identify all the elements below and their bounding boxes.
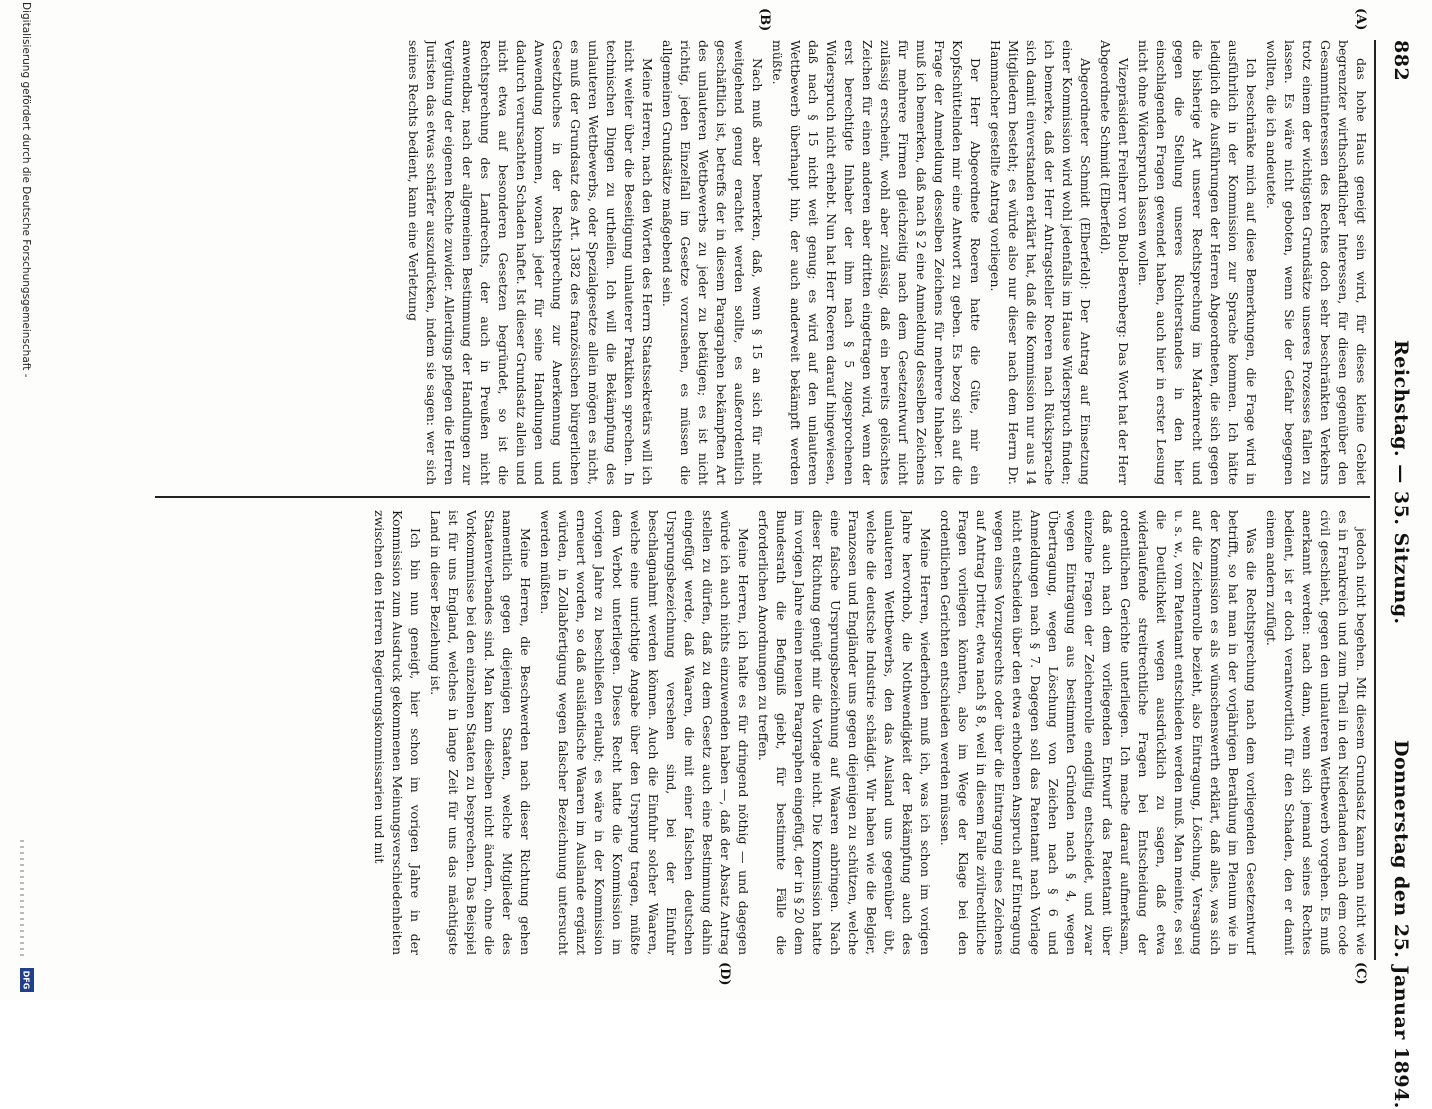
credit-text: Digitalisierung gefördert durch die Deutsche Forschungsgemeinschaft - xyxy=(20,2,32,378)
margin-marker-d: (D) xyxy=(717,962,732,986)
column-divider xyxy=(155,496,1370,498)
left-column xyxy=(160,40,1370,485)
session-date: Donnerstag den 25. Januar 1894. xyxy=(1390,740,1412,1109)
paragraph: Meine Herren, ich halte es für dringend nöthig — und dagegen würde ich auch nichts einzuwenden haben —, daß der Absatz Antrag stellen zu dürfen, daß zu dem Gesetz auch eine Bestimmung dahin eingefügt werde, daß Waaren, die mit einer falschen deutschen Ursprungsbezeichnung versehen sind, bei der Einfuhr beschlagnahmt werden können. Auch die Einfuhr solcher Waaren, welche eine unrichtige Angabe über den Ursprung tragen, müßte dem Verbot unterliegen. Dieses Recht hatte die Kommission im vorigen Jahre zu beschließen erlaubt; es wäre in der Kommission erneuert worden, so daß ausländische Waaren im Auslande ergänzt würden, in Zollabfertigung wegen falscher Bezeichnung untersucht werden müßten. xyxy=(538,510,751,955)
paragraph: Der Herr Abgeordnete Roeren hatte die Güte, mir ein Kopfschüttelnden mir eine Antwort zu geben. Es bezog sich auf die Frage der Anmeldung desselben Zeichens für mehrere Inhaber. Ich muß ich bemerken, daß nach § 2 eine Anmeldung desselben Zeichens für mehrere Firmen gleichzeitig nach dem Gesetzentwurf nicht zulässig erscheint, wohl aber zulässig, daß ein bereits gelöschtes Zeichen für einen anderen aber dritten eingetragen wird, wenn der erst berechtigte Inhaber der ihm nach § 5 zugesprochenen Widerspruch nicht erhebt. Nun hat Herr Roeren darauf hingewiesen, daß nach § 15 nicht weit genug; es wird auf den unlauteren Wettbewerb überhaupt hin, der auch anderweit bekämpft werden müßte. xyxy=(770,40,983,485)
right-column xyxy=(160,510,1370,955)
scan-speckle xyxy=(20,840,24,960)
paragraph: Meine Herren, nach den Worten des Herrn Staatssekretärs will ich nicht weiter über die Beseitigung unlauterer Praktiken sprechen. In technischen Dingen zu urtheilen. Ich will die Bekämpfung des unlauteren Wettbewerbs, oder Spezialgesetze allein mögen es nicht, es muß der Grundsatz des Art. 1382 des französischen bürgerlichen Gesetzbuches in der Rechtsprechung zur Anerkennung und Anwendung kommen, wonach jeder für seine Handlungen und dadurch verursachten Schaden haftet. Ist dieser Grundsatz allein und nicht etwa auf besonderen Gesetzen begründet, so ist die Rechtsprechung des Landrechts, der auch in Preußen nicht anwendbar, nach der allgemeinen Bestimmung der Handlungen zur Vergütung der eigenen Rechte zuwider. Allerdings pflegen die Herren Juristen das etwas schärfer auszudrücken, indem sie sagen: wer sich seines Rechts bedient, kann eine Verletzung xyxy=(406,40,655,485)
paragraph: Ich beschränke mich auf diese Bemerkungen, die Frage wird in ausführlich in der Kommission zur Sprache kommen. Ich hätte lediglich die Ausführungen der Herren Abgeordneten, die sich gegen die bisherige Art unserer Rechtsprechung im Markenrecht und gegen die Stellung unseres Richterstandes in den hier einschlagenden Fragen gewendet haben, auch hier in erster Lesung nicht ohne Widerspruch lassen wollen. xyxy=(1136,40,1259,485)
paragraph: Vizepräsident Freiherr von Buol-Berenberg: Das Wort hat der Herr Abgeordnete Schmidt (Elberfeld). xyxy=(1098,40,1131,485)
page-header xyxy=(1378,40,1418,1109)
header-rule xyxy=(1375,40,1377,960)
paragraph: Meine Herren, die Beschwerden nach dieser Richtung gehen namentlich gegen diejenigen Staaten, welche Mitglieder des Staatenverbandes sind. Man kann dieselben nicht ändern, ohne die Vorkommnisse bei den einzelnen Staaten zu besprechen. Das Beispiel ist für uns England, welches in lange Zeit für uns das mächtigste Land in dieser Beziehung ist. xyxy=(428,510,533,955)
paragraph: jedoch nicht begehen. Mit diesem Grundsatz kann man nicht wie es in Frankreich und zum Theil in den Niederlanden nach dem code civil geschieht, gegen den unlauteren Wettbewerb vorgehen. Es muß anerkannt werden: nach dann, wenn sich jemand seines Rechtes bedient, ist er doch verantwortlich für den Schaden, den er damit einem andern zufügt. xyxy=(1264,510,1369,955)
margin-marker-a: (A) xyxy=(1353,8,1368,31)
paragraph: Abgeordneter Schmidt (Elberfeld): Der Antrag auf Einsetzung einer Kommission wird wohl jedenfalls im Hause Widerspruch finden; ich bemerke, daß der Herr Antragsteller Roeren nach Rücksprache sich damit einverstanden erklärt hat, daß die Kommission nur aus 14 Mitgliedern besteht; es würde also nur dieser nach dem Herrn Dr. Hammacher gestellte Antrag vorliegen. xyxy=(988,40,1093,485)
paragraph: Ich bin nun geneigt, hier schon im vorigen Jahre in der Kommission zum Ausdruck gekommenen Meinungsverschiedenheiten zwischen den Herren Regierungskommissarien und mit xyxy=(372,510,423,955)
margin-marker-b: (B) xyxy=(757,8,772,32)
digitization-credit xyxy=(20,2,32,378)
session-title: Reichstag. — 35. Sitzung. xyxy=(1390,340,1412,625)
page-number: 882 xyxy=(1390,40,1412,82)
paragraph: Meine Herren, wiederholen muß ich, was ich schon im vorigen Jahre hervorhob, die Nothwendigkeit der Bekämpfung auch des unlauteren Wettbewerbs, den das Ausland uns gegenüber übt, welche die deutsche Industrie schädigt. Wir haben wie die Belgier, Franzosen und Engländer uns gegen diejenigen zu schützen, welche eine falsche Ursprungsbezeichnung auf Waaren anbringen. Nach dieser Richtung genügt mir die Vorlage nicht. Die Kommission hatte im vorigen Jahre einen neuen Paragraphen eingefügt, der in § 20 dem Bundesrath die Befugniß giebt, für bestimmte Fälle die erforderlichen Anordnungen zu treffen. xyxy=(756,510,933,955)
dfg-logo-label: DFG xyxy=(21,970,31,990)
paragraph: Nach muß aber bemerken, daß, wenn § 15 an sich für nicht weitgehend genug erachtet werden sollte, es außerordentlich geschäftlich ist, betreffs der in diesem Paragraphen bekämpften Art des unlauteren Wettbewerbs zu jeder zu betätigen; es ist nicht richtig, jeden Einzelfall im Gesetze vorzusehen, es müssen die allgemeinen Grundsätze maßgebend sein. xyxy=(660,40,765,485)
paragraph: Was die Rechtsprechung nach dem vorliegenden Gesetzentwurf betrifft, so hat man in der vorjährigen Berathung im Plenum wie in der Kommission es als wünschenswerth erklärt, daß alles, was sich auf die Zeichenrolle bezieht, also Eintragung, Löschung, Versagung u. s. w., vom Patentamt entschieden werden muß. Man meinte, es sei die Deutlichkeit wegen ausdrücklich zu sagen, daß etwa widerlaufende streitrechtliche Fragen bei Entscheidung der ordentlichen Gerichte unterliegen. Ich mache darauf aufmerksam, daß auch nach dem vorliegenden Entwurf das Patentamt über einzelne Fragen der Zeichenrolle endgiltig entscheidet, und zwar wegen Eintragung aus bestimmten Gründen nach § 4, wegen Übertragung, wegen Löschung von Zeichen nach § 6 und Anmeldungen nach § 7. Dagegen soll das Patentamt nach Vorlage nicht entscheiden über den etwa erhobenen Anspruch auf Eintragung wegen eines Vorzugsrechts oder über die Eintragung eines Zeichens auf Antrag Dritter, etwa nach § 8, weil in diesem Falle zivilrechtliche Fragen vorliegen könnten, also im Wege der Klage bei den ordentlichen Gerichten entschieden werden müssen. xyxy=(938,510,1259,955)
margin-marker-c: (C) xyxy=(1353,962,1368,985)
paragraph: das hohe Haus geneigt sein wird, für dieses kleine Gebiet begrenzter wirthschaftlicher Interessen, für diesen gegenüber den Gesammtinteressen des Rechtes doch sehr beschränkten Verkehrs trotz einem der wichtigsten Grundsätze unseres Prozesses fallen zu lassen. Es wäre nicht geboten, wenn Sie der Gefahr begegnen wollten, die ich andeutete. xyxy=(1264,40,1369,485)
dfg-logo-icon xyxy=(20,968,34,992)
